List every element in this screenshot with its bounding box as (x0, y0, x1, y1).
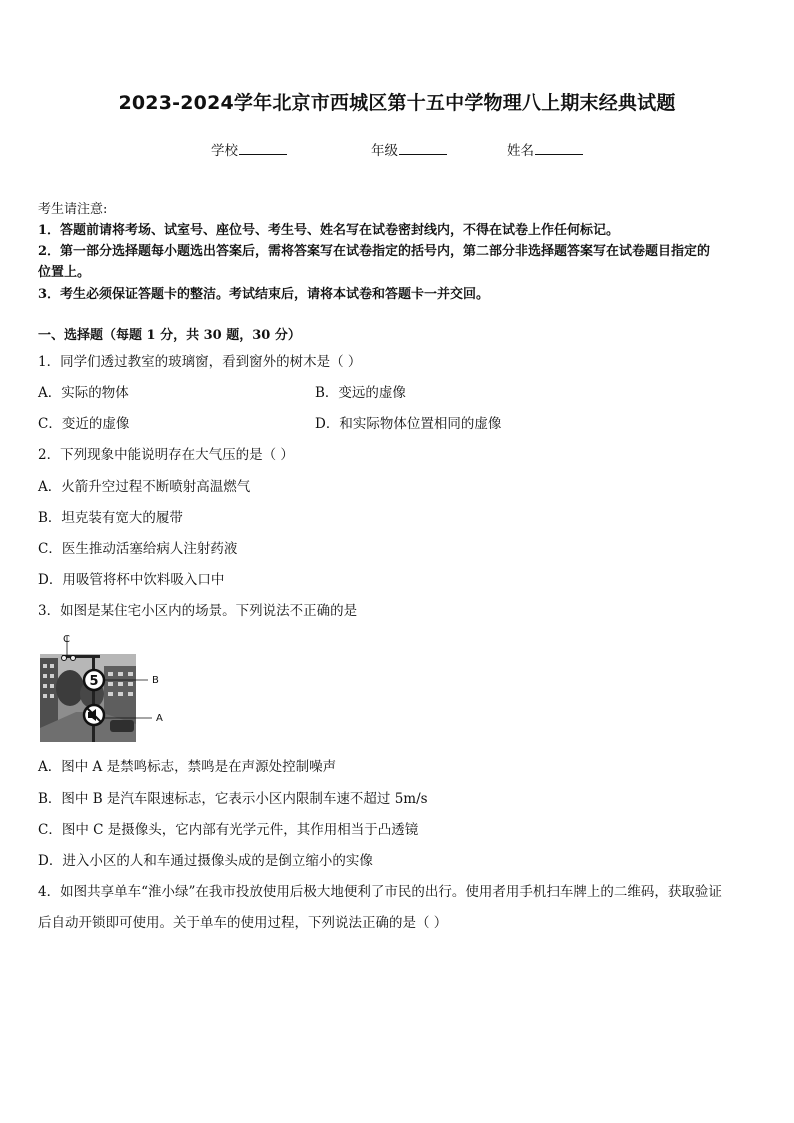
q2-stem: 2．下列现象中能说明存在大气压的是（ ） (38, 447, 294, 463)
q2-option-d[interactable]: D．用吸管将杯中饮料吸入口中 (38, 572, 225, 588)
section-heading: 一、选择题（每题 1 分，共 30 题，30 分） (38, 328, 301, 343)
speed-limit-value: 5 (89, 674, 99, 689)
grade-field (371, 139, 447, 159)
q2-option-a[interactable]: A．火箭升空过程不断喷射高温燃气 (38, 479, 251, 495)
name-field (507, 139, 583, 159)
q3-option-d[interactable]: D．进入小区的人和车通过摄像头成的是倒立缩小的实像 (38, 853, 373, 869)
figure-label-c: C (63, 634, 70, 645)
q3-option-c[interactable]: C．图中 C 是摄像头，它内部有光学元件，其作用相当于凸透镜 (38, 822, 419, 838)
q3-option-b[interactable]: B．图中 B 是汽车限速标志，它表示小区内限制车速不超过 5m/s (38, 791, 428, 807)
q3-option-a[interactable]: A．图中 A 是禁鸣标志，禁鸣是在声源处控制噪声 (38, 759, 337, 775)
notice-heading: 考生请注意: (38, 202, 108, 217)
figure-label-b: B (152, 675, 159, 686)
notice-item-2: 2．第一部分选择题每小题选出答案后，需将答案写在试卷指定的括号内，第二部分非选择题答案写在试卷题目指定的 (38, 244, 711, 259)
name-blank[interactable] (535, 140, 583, 155)
q1-option-a[interactable]: A．实际的物体 (38, 385, 129, 401)
q3-stem: 3．如图是某住宅小区内的场景。下列说法不正确的是 (38, 603, 358, 619)
q1-option-c[interactable]: C．变近的虚像 (38, 416, 130, 432)
q1-option-b[interactable]: B．变远的虚像 (315, 385, 406, 401)
q1-option-d[interactable]: D．和实际物体位置相同的虚像 (315, 416, 502, 432)
name-label: 姓名 (507, 143, 534, 159)
page-title: 2023-2024学年北京市西城区第十五中学物理八上期末经典试题 (118, 92, 676, 114)
school-blank[interactable] (239, 140, 287, 155)
q2-option-b[interactable]: B．坦克装有宽大的履带 (38, 510, 183, 526)
grade-label: 年级 (371, 143, 398, 159)
q3-figure-street-scene (40, 632, 170, 744)
grade-blank[interactable] (399, 140, 447, 155)
notice-item-2-cont: 位置上。 (38, 265, 91, 280)
school-field (211, 139, 287, 159)
school-label: 学校 (211, 143, 238, 159)
figure-label-a: A (156, 713, 163, 724)
q2-option-c[interactable]: C．医生推动活塞给病人注射药液 (38, 541, 238, 557)
q1-stem: 1．同学们透过教室的玻璃窗，看到窗外的树木是（ ） (38, 354, 362, 370)
camera-bar (62, 655, 100, 658)
notice-item-1: 1．答题前请将考场、试室号、座位号、考生号、姓名写在试卷密封线内，不得在试卷上作任何标记。 (38, 223, 620, 238)
notice-item-3: 3．考生必须保证答题卡的整洁。考试结束后，请将本试卷和答题卡一并交回。 (38, 287, 490, 302)
q4-stem-line-1: 4．如图共享单车“淮小绿”在我市投放使用后极大地便利了市民的出行。使用者用手机扫车牌上的二维码，获取验证 (38, 884, 722, 900)
q4-stem-line-2: 后自动开锁即可使用。关于单车的使用过程，下列说法正确的是（ ） (38, 915, 448, 931)
